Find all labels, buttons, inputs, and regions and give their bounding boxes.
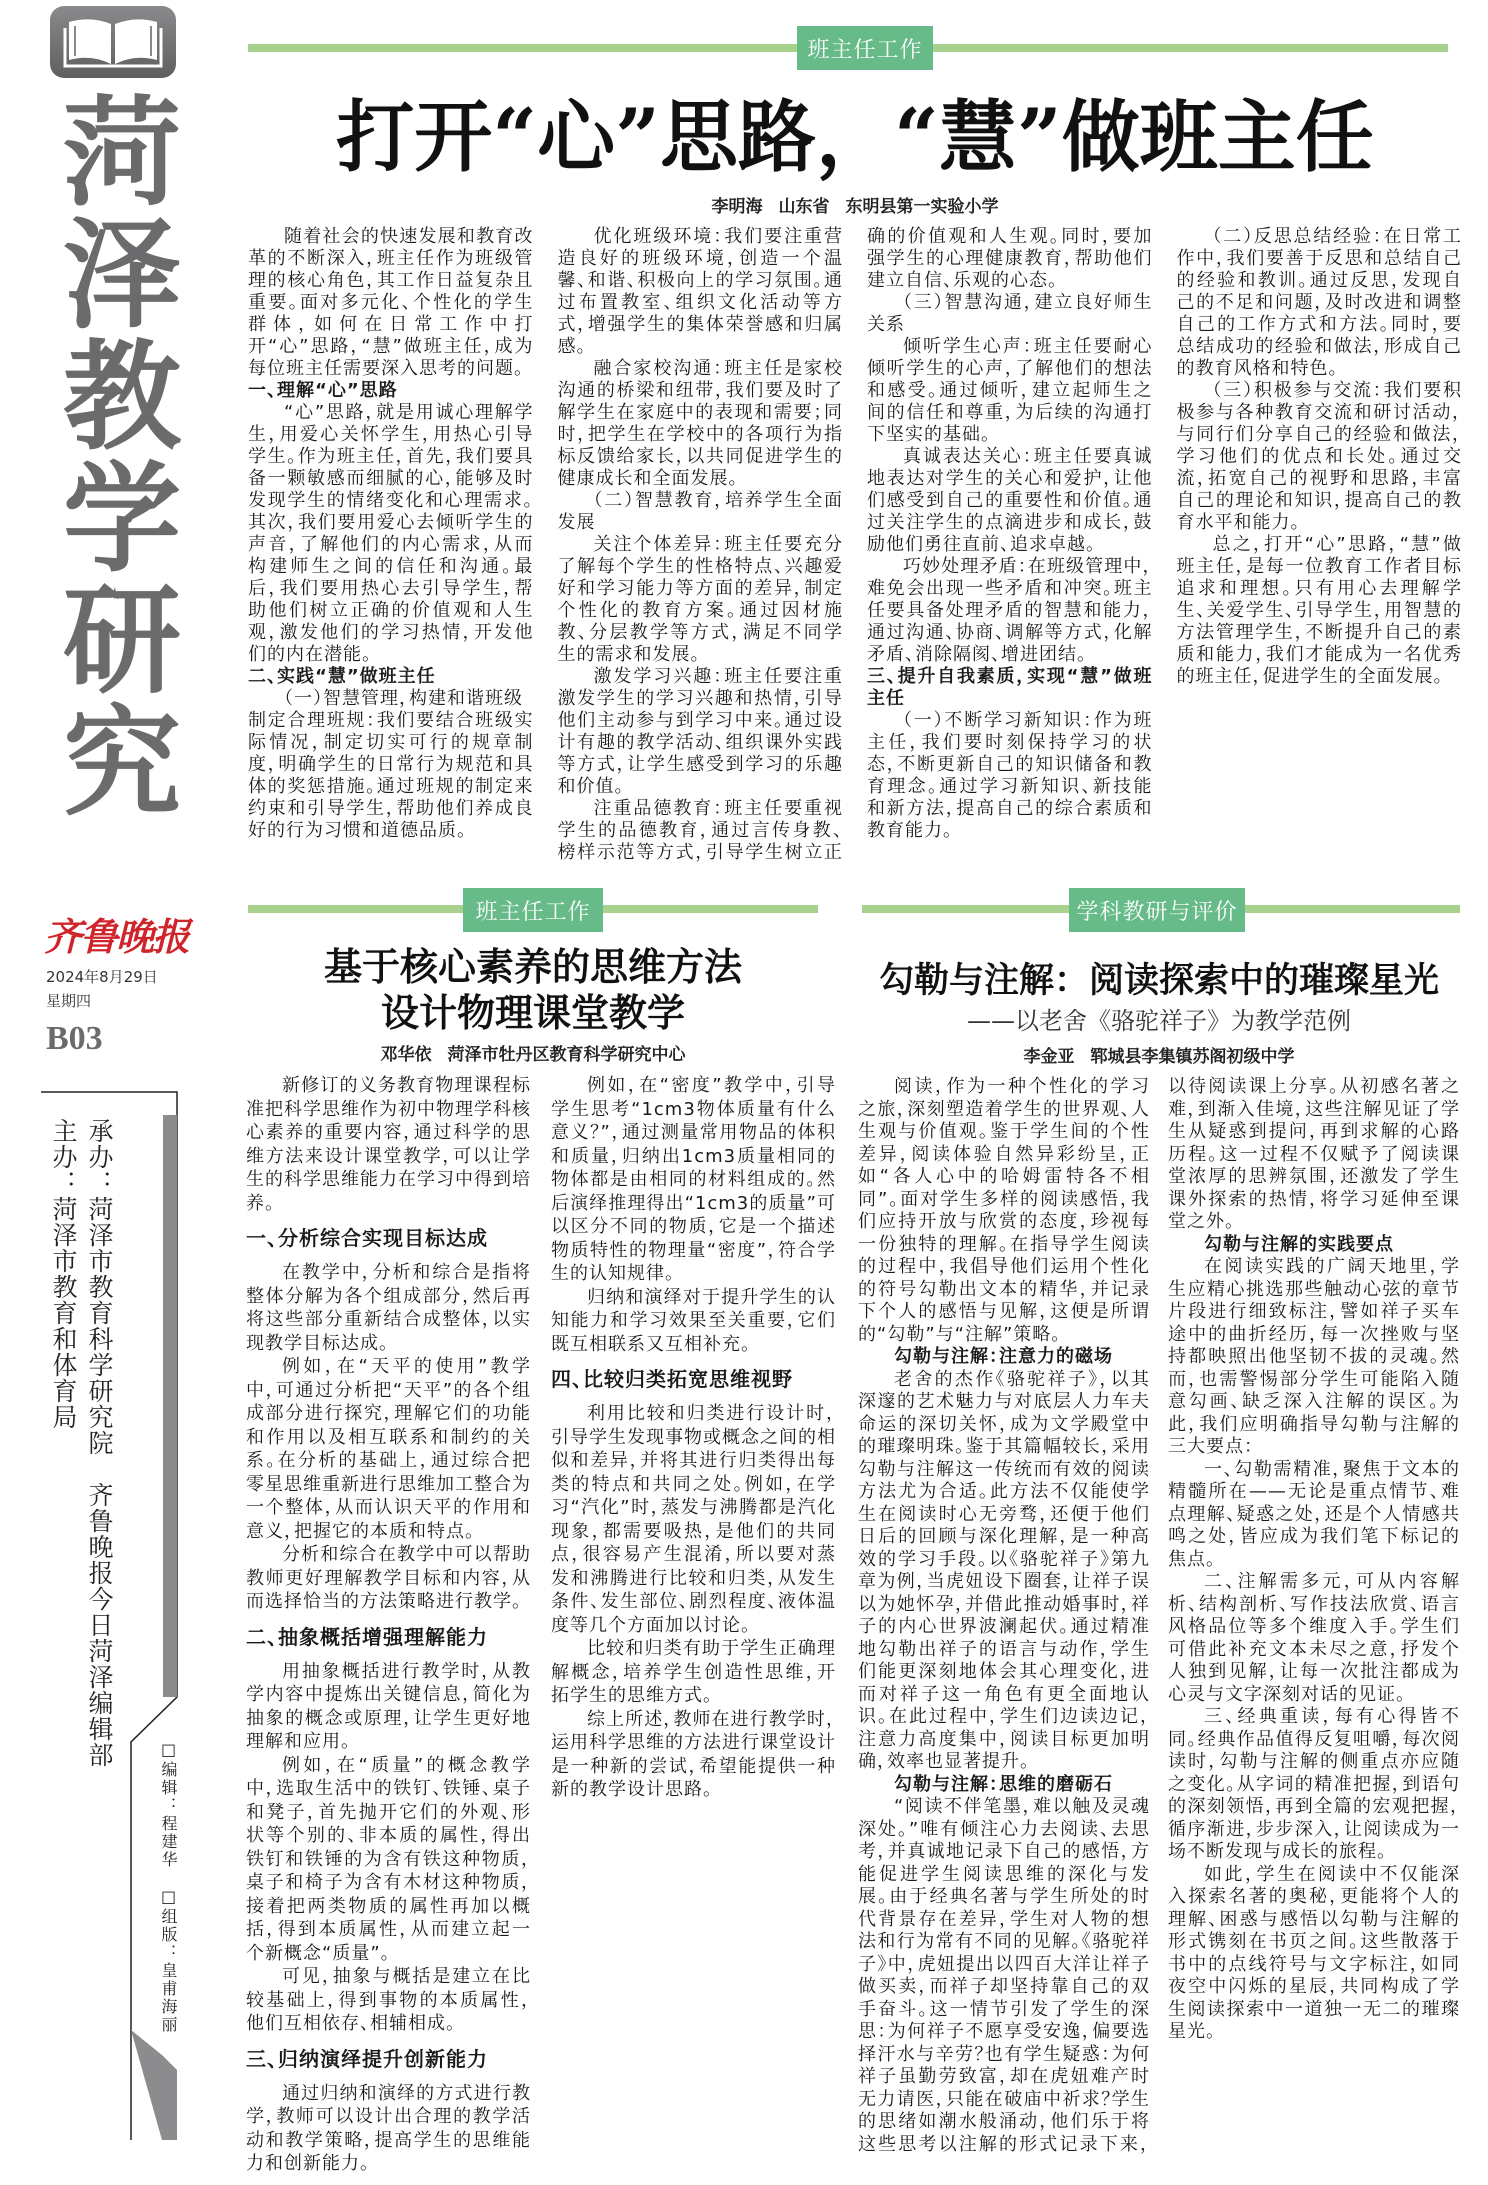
paragraph: 分析和综合在教学中可以帮助教师更好理解教学目标和内容，从而选择恰当的方法策略进行教学。 [246,1544,531,1612]
paragraph: 老舍的杰作《骆驼祥子》，以其深邃的艺术魅力与对底层人力车夫命运的深切关怀，成为文学殿堂中的璀璨明珠。鉴于其篇幅较长，采用勾勒与注解这一传统而有效的阅读方法尤为合适。此方法不仅能使学生在阅读时心无旁骛，还便于他们日后的回顾与深化理解，是一种高效的学习手段。以《骆驼祥子》第九章为例，当虎妞设下圈套，让祥子误以为她怀孕，并借此推动婚事时，祥子的内心世界波澜起伏。通过精准地勾勒出祥子的语言与动作，学生们能更深刻地体会其心理变化，进而对祥子这一角色有更全面地认识。在此过程中，学生们边读边记，注意力高度集中，阅读目标更加明确，效率也显著提升。 [858,1368,1150,1772]
paragraph: 真诚表达关心：班主任要真诚地表达对学生的关心和爱护，让他们感受到自己的重要性和价值。通过关注学生的点滴进步和成长，鼓励他们勇往直前、追求卓越。 [867,446,1153,555]
section-heading: 一、理解“心”思路 [248,380,398,401]
section-heading: 四、比较归类拓宽思维视野 [551,1367,793,1391]
author-school: 东明县第一实验小学 [845,197,999,217]
paragraph: 融合家校沟通：班主任是家校沟通的桥梁和纽带，我们要及时了解学生在家庭中的表现和需要；同时，把学生在学校中的各项行为指标反馈给家长，以共同促进学生的健康成长和全面发展。 [557,358,843,489]
paragraph: 例如，在“密度”教学中，引导学生思考“1cm3物体质量有什么意义？”，通过测量常用物品的体积和质量，归纳出1cm3质量相同的物体都是由相同的材料组成的。然后演绎推理得出“1cm3的质量”可以区分不同的物质，它是一个描述物质特性的物理量“密度”，符合学生的认知规律。 [551,1075,836,1284]
title-line: 设计物理课堂教学 [380,990,685,1035]
section-heading: 勾勒与注解的实践要点 [1204,1233,1394,1255]
paragraph: 巧妙处理矛盾：在班级管理中，难免会出现一些矛盾和冲突。班主任要具备处理矛盾的智慧和能力，通过沟通、协商、调解等方式，化解矛盾、消除隔阂、增进团结。 [867,556,1153,665]
article-byline [248,192,1462,217]
paragraph: 综上所述，教师在进行教学时，运用科学思维的方法进行课堂设计是一种新的尝试，希望能提供一种新的教学设计思路。 [551,1708,836,1800]
issue-weekday: 星期四 [46,992,92,1010]
author-name: 李明海 [711,197,763,217]
paragraph: 在教学中，分析和综合是指将整体分解为各个组成部分，然后再将这些部分重新结合成整体，以实现教学目标达成。 [246,1262,531,1354]
paragraph: 归纳和演绎对于提升学生的认知能力和学习效果至关重要，它们既互相联系又互相补充。 [551,1286,836,1355]
column-title: 菏泽教学研究 [43,90,181,822]
newspaper-masthead: 齐鲁晚报 [44,914,189,959]
open-book-icon [50,6,176,78]
paragraph: “心”思路，就是用诚心理解学生，用爱心关怀学生，用热心引导学生。作为班主任，首先，我们要具备一颗敏感而细腻的心，能够及时发现学生的情绪变化和心理需求。其次，我们要用爱心去倾听学生的声音，了解他们的内心需求，从而构建师生之间的信任和沟通。最后，我们要用热心去引导学生，帮助他们树立正确的价值观和人生观，激发他们的学习热情，开发他们的内在潜能。 [248,402,534,665]
article-title [248,944,818,1036]
paragraph: 注重品德教育：班主任要重视学生的品德教育，通过言传身教、榜样示范等方式，引导学生树立正确的价值观和人生观。同时，要加强学生的心理健康教育，帮助他们建立自信、乐观的心态。 [557,226,1153,863]
paragraph: 在阅读实践的广阔天地里，学生应精心挑选那些触动心弦的章节片段进行细致标注，譬如祥子买车途中的曲折经历，每一次挫败与坚持都映照出他坚韧不拔的灵魂。然而，也需警惕部分学生可能陷入随意勾画、缺乏深入注解的误区。为此，我们应明确指导勾勒与注解的三大要点： [1168,1256,1460,1457]
section-heading: 三、提升自我素质，实现“慧”做班主任 [867,666,1153,709]
author-school: 菏泽市牡丹区教育科学研究中心 [447,1045,686,1065]
author-province: 山东省 [778,197,830,217]
article-byline [248,1040,818,1065]
editors-credit: □编辑：程建华 □组版：皇甫海丽 [159,1740,178,2034]
paragraph: 新修订的义务教育物理课程标准把科学思维作为初中物理学科核心素养的重要内容，通过科学的思维方法来设计课堂教学，可以让学生的科学思维能力在学习中得到培养。 [246,1075,531,1214]
article-subtitle: ——以老舍《骆驼祥子》为教学范例 [967,1007,1351,1035]
paragraph: 比较和归类有助于学生正确理解概念，培养学生创造性思维，开拓学生的思维方式。 [551,1638,836,1706]
issue-date: 2024年8月29日 [46,968,158,986]
paragraph: 阅读，作为一种个性化的学习之旅，深刻塑造着学生的世界观、人生观与价值观。鉴于学生间的个性差异，阅读体验自然异彩纷呈，正如“各人心中的哈姆雷特各不相同”。面对学生多样的阅读感悟，我们应持开放与欣赏的态度，珍视每一份独特的理解。在指导学生阅读的过程中，我倡导他们运用个性化的符号勾勒出文本的精华，并记录下个人的感悟与见解，这便是所谓的“勾勒”与“注解”策略。 [858,1076,1150,1345]
section-label: 学科教研与评价 [1069,888,1245,932]
section-heading: 勾勒与注解：注意力的磁场 [894,1346,1113,1367]
paragraph: 三、经典重读，每有心得皆不同。经典作品值得反复咀嚼，每次阅读时，勾勒与注解的侧重点亦应随之变化。从字词的精准把握，到语句的深刻领悟，再到全篇的宏观把握，循序渐进，步步深入，让阅读成为一场不断发现与成长的旅程。 [1168,1706,1460,1862]
paragraph: 用抽象概括进行教学时，从教学内容中提炼出关键信息，简化为抽象的概念或原理，让学生更好地理解和应用。 [246,1660,531,1752]
paragraph: 如此，学生在阅读中不仅能深入探索名著的奥秘，更能将个人的理解、困惑与感悟以勾勒与注解的形式镌刻在书页之间。这些散落于书中的点线符号与文字标注，如同夜空中闪烁的星辰，共同构成了学生阅读探索中一道独一无二的璀璨星光。 [1168,1863,1460,2042]
section-heading: 二、实践“慧”做班主任 [248,666,436,687]
paragraph: 关注个体差异：班主任要充分了解每个学生的性格特点、兴趣爱好和学习能力等方面的差异，制定个性化的教育方案。通过因材施教、分层教学等方式，满足不同学生的需求和发展。 [557,534,843,665]
paragraph: 优化班级环境：我们要注重营造良好的班级环境，创造一个温馨、和谐、积极向上的学习氛围。通过布置教室、组织文化活动等方式，增强学生的集体荣誉感和归属感。 [557,226,843,357]
article-title: 勾勒与注解：阅读探索中的璀璨星光 [878,960,1439,1001]
paragraph: （三）智慧沟通，建立良好师生关系 [867,292,1153,335]
paragraph: 例如，在“天平的使用”教学中，可通过分析把“天平”的各个组成部分进行探究，理解它们的功能和作用以及相互联系和制约的关系。在分析的基础上，通过综合把零星思维重新进行思维加工整合为一个整体，从而认识天平的作用和意义，把握它的本质和特点。 [246,1356,531,1542]
paragraph: （二）反思总结经验：在日常工作中，我们要善于反思和总结自己的经验和教训。通过反思，发现自己的不足和问题，及时改进和调整自己的工作方式和方法。同时，要总结成功的经验和做法，形成自己的教育风格和特色。 [1176,226,1462,379]
article-body [248,226,1462,870]
section-heading: 三、归纳演绎提升创新能力 [246,2046,488,2071]
author-school: 郓城县李集镇苏阁初级中学 [1090,1047,1295,1067]
section-heading: 勾勒与注解：思维的磨砺石 [894,1773,1113,1795]
paragraph: 随着社会的快速发展和教育改革的不断深入，班主任作为班级管理的核心角色，其工作日益复杂且重要。面对多元化、个性化的学生群体，如何在日常工作中打开“心”思路，“慧”做班主任，成为每位班主任需要深入思考的问题。 [248,226,534,379]
paragraph: 通过归纳和演绎的方式进行教学，教师可以设计出合理的教学活动和教学策略，提高学生的思维能力和创新能力。 [246,2082,531,2174]
paragraph: 制定合理班规：我们要结合班级实际情况，制定切实可行的规章制度，明确学生的日常行为规范和具体的奖惩措施。通过班规的制定来约束和引导学生，帮助他们养成良好的行为习惯和道德品质。 [248,710,534,841]
article-title: 打开“心”思路，“慧”做班主任 [336,92,1374,183]
paragraph: 利用比较和归类进行设计时，引导学生发现事物或概念之间的相似和差异，并将其进行归类得出每类的特点和共同之处。例如，在学习“汽化”时，蒸发与沸腾都是汽化现象，都需要吸热，是他们的共同点，很容易产生混淆，所以要对蒸发和沸腾进行比较和归类，从发生条件、发生部位、剧烈程度、液体温度等几个方面加以讨论。 [551,1403,836,1636]
organizer-credit: 承办：菏泽市教育科学研究院 齐鲁晚报今日菏泽编辑部 [85,1118,114,1768]
page-number: B03 [46,1020,103,1057]
title-line: 基于核心素养的思维方法 [323,944,742,989]
article-body [246,1074,836,2178]
paragraph: 激发学习兴趣：班主任要注重激发学生的学习兴趣和热情，引导他们主动参与到学习中来。通过设计有趣的教学活动、组织课外实践等方式，让学生感受到学习的乐趣和价值。 [557,666,843,797]
paragraph: 可见，抽象与概括是建立在比较基础上，得到事物的本质属性，他们互相依存、相辅相成。 [246,1966,531,2034]
section-label: 班主任工作 [797,26,933,70]
section-heading: 一、分析综合实现目标达成 [246,1226,488,1250]
sponsor-credit: 主办：菏泽市教育和体育局 [49,1118,78,1430]
section-heading: 二、抽象概括增强理解能力 [246,1624,488,1649]
author-name: 李金亚 [1023,1047,1075,1067]
paragraph: 总之，打开“心”思路，“慧”做班主任，是每一位教育工作者目标追求和理想。只有用心去理解学生、关爱学生、引导学生，用智慧的方法管理学生，不断提升自己的素质和能力，我们才能成为一名优秀的班主任，促进学生的全面发展。 [1176,534,1462,687]
author-name: 邓华依 [380,1045,432,1065]
paragraph: 二、注解需多元，可从内容解析、结构剖析、写作技法欣赏、语言风格品位等多个维度入手。学生们可借此补充文本未尽之意，抒发个人独到见解，让每一次批注都成为心灵与文字深刻对话的见证。 [1168,1571,1460,1705]
section-label: 班主任工作 [463,888,603,932]
paragraph: “阅读不伴笔墨，难以触及灵魂深处。”唯有倾注心力去阅读、去思考，并真诚地记录下自己的感悟，方能促进学生阅读思维的深化与发展。由于经典名著与学生所处的时代背景存在差异，学生对人物的想法和行为常有不同的见解。《骆驼祥子》中，虎妞提出以四百大洋让祥子做买卖，而祥子却坚持靠自己的双手奋斗。这一情节引发了学生的深思：为何祥子不愿享受安逸，偏要选择汗水与辛劳？也有学生疑惑：为何祥子虽勤劳致富，却在虎妞难产时无力请医，只能在破庙中祈求？学生的思绪如潮水般涌动，他们乐于将这些思考以注解的形式记录下来，以待阅读课上分享。从初感名著之难，到渐入佳境，这些注解见证了学生从疑惑到提问，再到求解的心路历程。这一过程不仅赋予了阅读课堂浓厚的思辨氛围，还激发了学生课外探索的热情，将学习延伸至课堂之外。 [858,1076,1460,2155]
article-body [858,1076,1460,2178]
paragraph: 倾听学生心声：班主任要耐心倾听学生的心声，了解他们的想法和感受。通过倾听，建立起师生之间的信任和尊重，为后续的沟通打下坚实的基础。 [867,336,1153,445]
paragraph: （三）积极参与交流：我们要积极参与各种教育交流和研讨活动，与同行们分享自己的经验和做法，学习他们的优点和长处。通过交流，拓宽自己的视野和思路，丰富自己的理论和知识，提高自己的教育水平和能力。 [1176,380,1462,533]
paragraph: （二）智慧教育，培养学生全面发展 [557,490,843,533]
paragraph: 一、勾勒需精准，聚焦于文本的精髓所在——无论是重点情节、难点理解、疑惑之处，还是个人情感共鸣之处，皆应成为我们笔下标记的焦点。 [1168,1458,1460,1570]
paragraph: （一）智慧管理，构建和谐班级 [284,688,523,709]
article-byline [858,1042,1460,1067]
paragraph: （一）不断学习新知识：作为班主任，我们要时刻保持学习的状态，不断更新自己的知识储备和教育理念。通过学习新知识、新技能和新方法，提高自己的综合素质和教育能力。 [867,710,1153,841]
paragraph: 例如，在“质量”的概念教学中，选取生活中的铁钉、铁锤、桌子和凳子，首先抛开它们的外观、形状等个别的、非本质的属性，得出铁钉和铁锤的为含有铁这种物质，桌子和椅子为含有木材这种物质，接着把两类物质的属性再加以概括，得到本质属性，从而建立起一个新概念“质量”。 [246,1754,531,1964]
